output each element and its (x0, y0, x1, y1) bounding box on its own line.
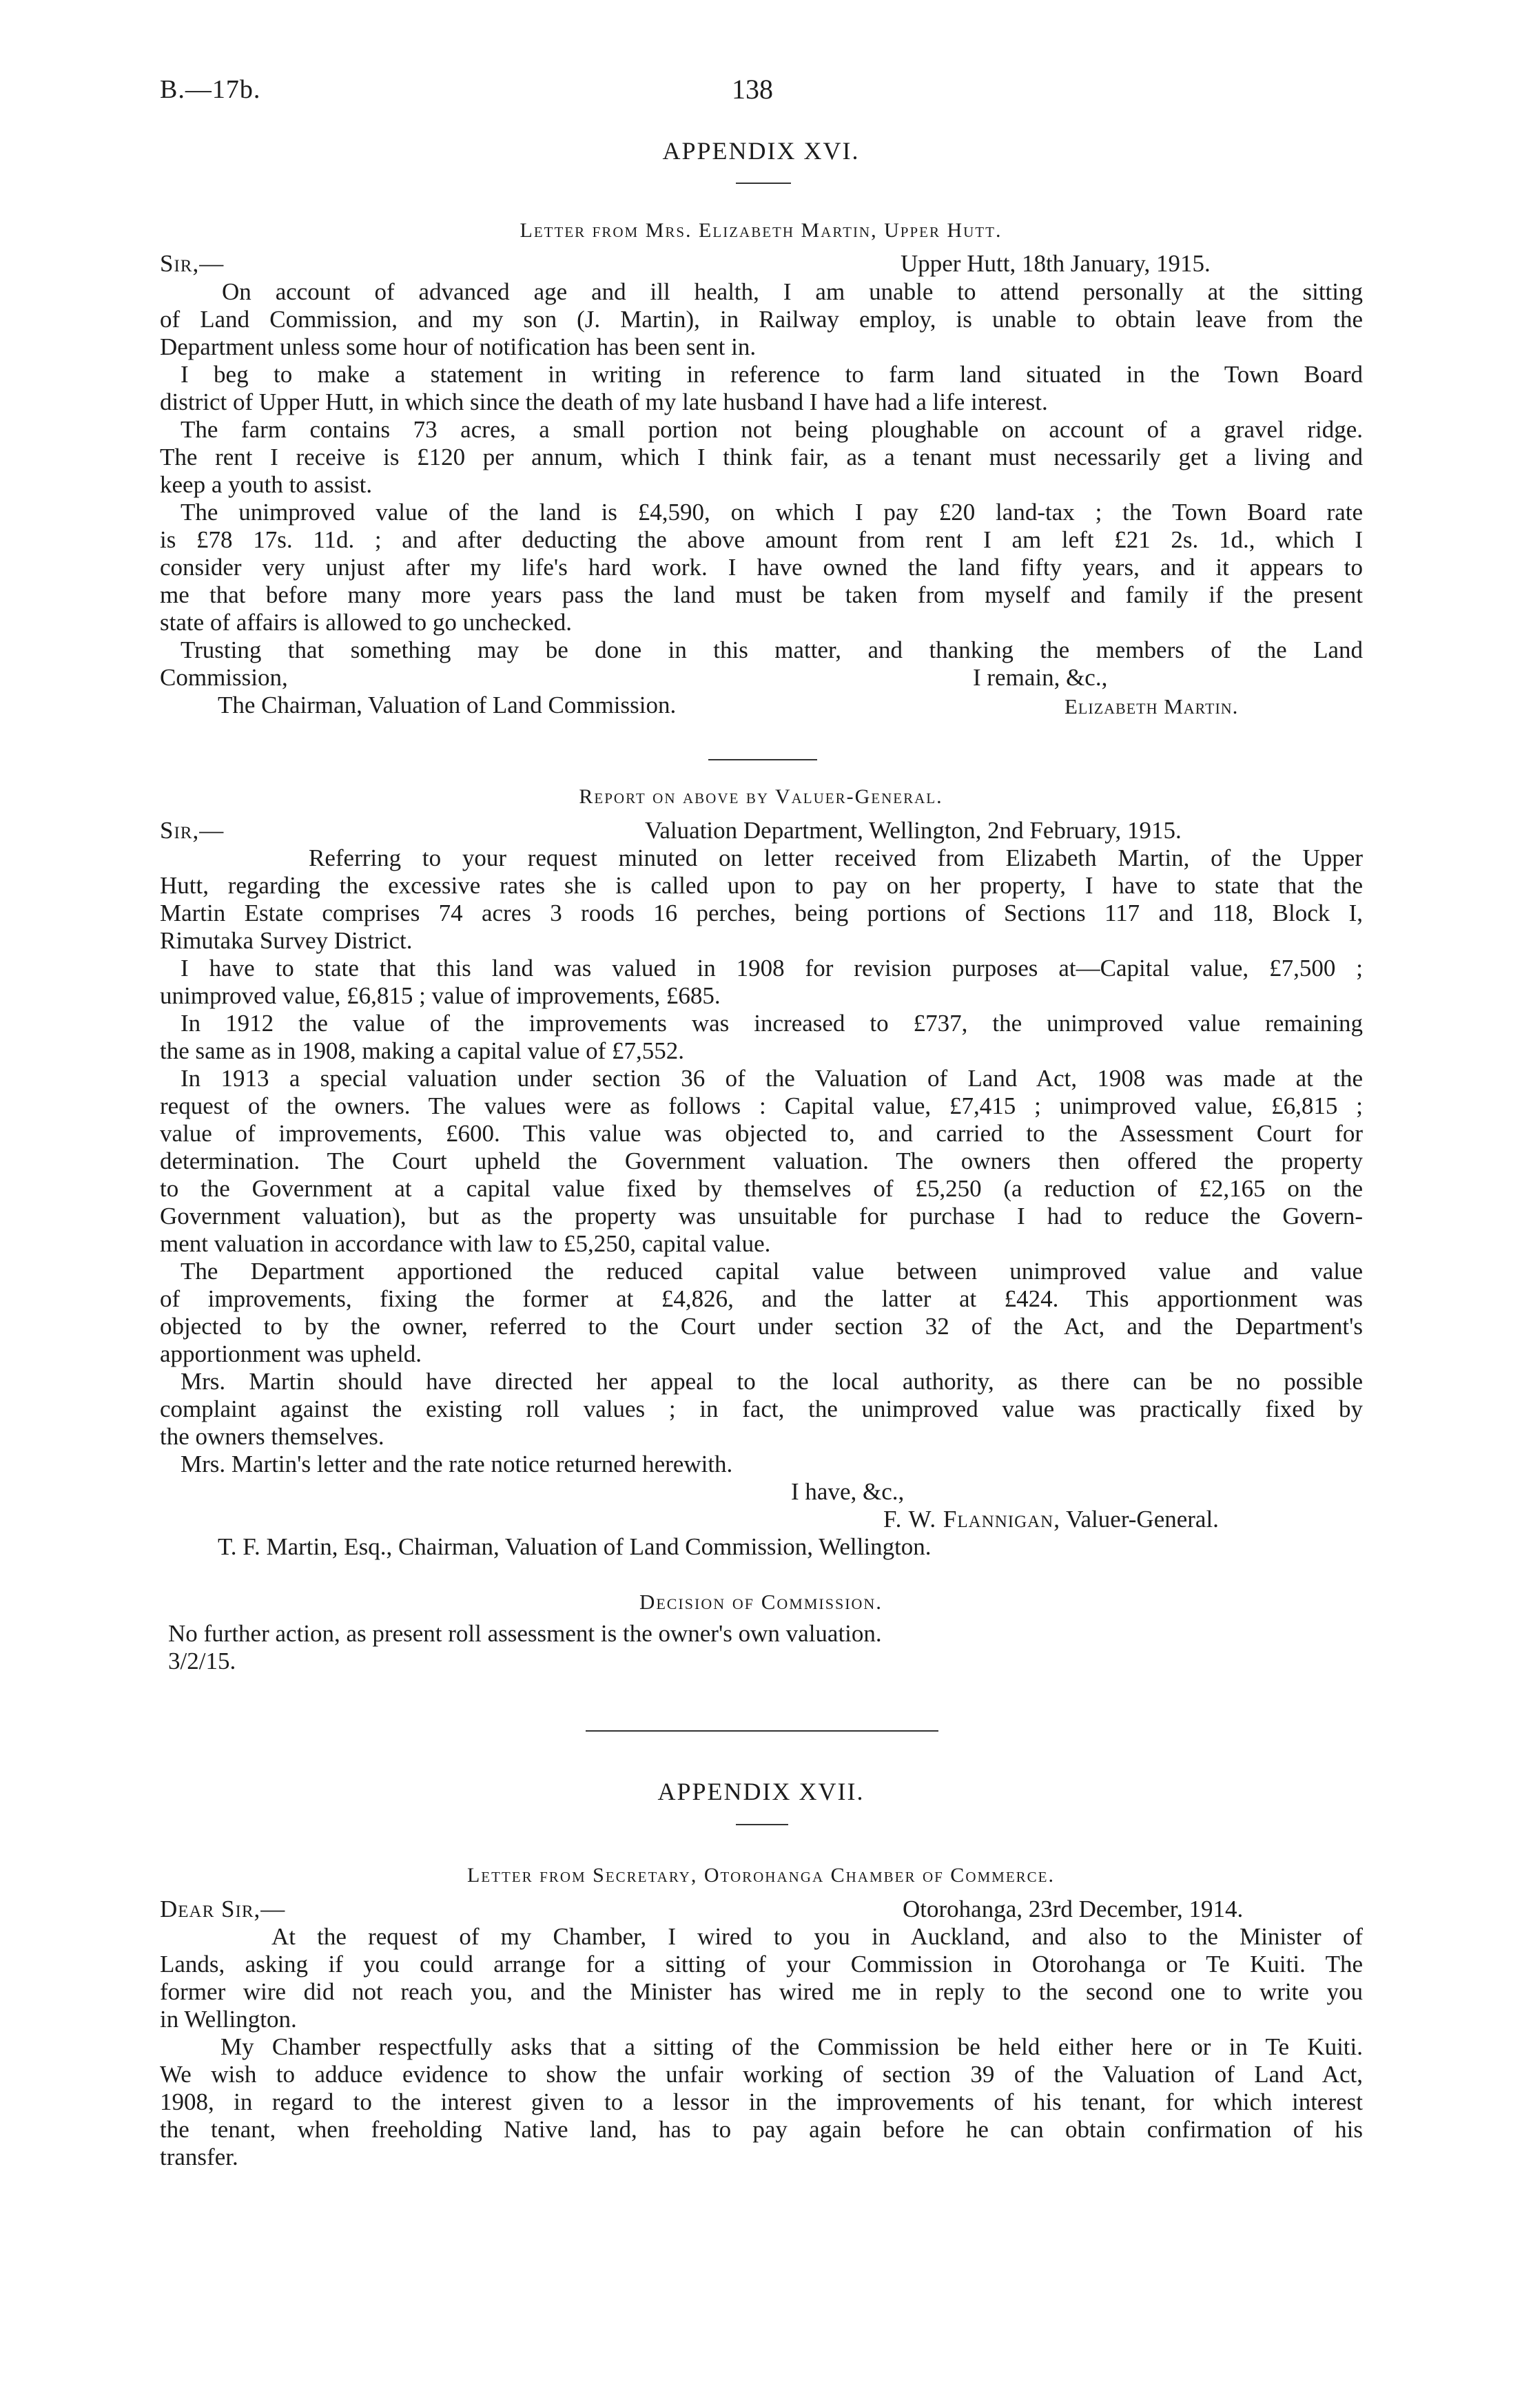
decision-date: 3/2/15. (168, 1648, 236, 1674)
letter-line: me that before many more years pass the land must be taken from myself and family if the present (160, 581, 1363, 608)
chamber-letter-line: in Wellington. (160, 2006, 297, 2033)
report-line: ment valuation in accordance with law to £5,250, capital value. (160, 1230, 771, 1257)
report-closing: I have, &c., (791, 1478, 905, 1505)
letter-line: The unimproved value of the land is £4,590, on which I pay £20 land-tax ; the Town Board rate (181, 499, 1363, 526)
chamber-letter-line: At the request of my Chamber, I wired to you in Auckland, and also to the Minister of (271, 1923, 1363, 1950)
report-line: In 1913 a special valuation under section 36 of the Valuation of Land Act, 1908 was made at the (181, 1065, 1363, 1092)
letter-line: Department unless some hour of notification has been sent in. (160, 333, 757, 360)
letter-date: Upper Hutt, 18th January, 1915. (901, 250, 1211, 277)
report-line: objected to by the owner, referred to the Court under section 32 of the Act, and the Department's (160, 1313, 1363, 1340)
document-reference: B.—17b. (160, 75, 261, 104)
report-signature (883, 1506, 1219, 1533)
letter-heading: Letter from Mrs. Elizabeth Martin, Upper Hutt. (520, 219, 1002, 242)
report-line: complaint against the existing roll values ; in fact, the unimproved value was practically fixed by (160, 1395, 1363, 1422)
report-line: to the Government at a capital value fixed by themselves of £5,250 (a reduction of £2,165 on the (160, 1175, 1363, 1202)
report-date: Valuation Department, Wellington, 2nd February, 1915. (645, 817, 1182, 844)
letter-line: is £78 17s. 11d. ; and after deducting the above amount from rent I am left £21 2s. 1d., which I (160, 526, 1363, 553)
report-line: the same as in 1908, making a capital value of £7,552. (160, 1037, 685, 1064)
letter-line: I beg to make a statement in writing in reference to farm land situated in the Town Board (181, 361, 1363, 388)
letter-closing-remark: I remain, &c., (973, 664, 1108, 691)
section-divider (708, 759, 817, 760)
chamber-letter-date: Otorohanga, 23rd December, 1914. (903, 1896, 1244, 1922)
letter-line: district of Upper Hutt, in which since the death of my late husband I have had a life interest. (160, 388, 1048, 415)
signature-title: Valuer-General. (1066, 1506, 1219, 1533)
report-line: I have to state that this land was valued in 1908 for revision purposes at—Capital value, £7,500 ; (181, 955, 1363, 982)
appendix-17-title: APPENDIX XVII. (657, 1778, 865, 1805)
short-divider (736, 1824, 788, 1825)
decision-text: No further action, as present roll assessment is the owner's own valuation. (168, 1620, 882, 1647)
report-line: Martin Estate comprises 74 acres 3 roods 16 perches, being portions of Sections 117 and 118, Block I, (160, 900, 1363, 926)
report-line: Government valuation), but as the property was unsuitable for purchase I had to reduce the Govern- (160, 1203, 1363, 1229)
report-line: unimproved value, £6,815 ; value of improvements, £685. (160, 982, 721, 1009)
report-line: The Department apportioned the reduced capital value between unimproved value and value (181, 1258, 1363, 1285)
report-line: Mrs. Martin's letter and the rate notice returned herewith. (181, 1451, 733, 1477)
chamber-letter-line: former wire did not reach you, and the Minister has wired me in reply to the second one to write you (160, 1978, 1363, 2005)
letter-line: The rent I receive is £120 per annum, which I think fair, as a tenant must necessarily get a living and (160, 444, 1363, 470)
report-line: Hutt, regarding the excessive rates she is called upon to pay on her property, I have to state that the (160, 872, 1363, 899)
report-line: apportionment was upheld. (160, 1340, 422, 1367)
letter-line: of Land Commission, and my son (J. Martin), in Railway employ, is unable to obtain leave from the (160, 306, 1363, 333)
chamber-letter-salutation: Dear Sir,— (160, 1896, 286, 1922)
report-line: Referring to your request minuted on letter received from Elizabeth Martin, of the Upper (309, 844, 1363, 871)
letter-closing: Commission, (160, 664, 288, 691)
report-line: Rimutaka Survey District. (160, 927, 413, 954)
chamber-letter-heading: Letter from Secretary, Otorohanga Chamber of Commerce. (466, 1864, 1055, 1887)
chamber-letter-line: 1908, in regard to the interest given to a lessor in the improvements of his tenant, for which interest (160, 2088, 1363, 2115)
letter-line: The farm contains 73 acres, a small portion not being ploughable on account of a gravel ridge. (181, 416, 1363, 443)
short-divider (736, 183, 791, 184)
letter-line: On account of advanced age and ill health, I am unable to attend personally at the sitting (222, 278, 1363, 305)
report-line: determination. The Court upheld the Government valuation. The owners then offered the property (160, 1148, 1363, 1174)
page-number: 138 (732, 74, 773, 105)
report-line: request of the owners. The values were as follows : Capital value, £7,415 ; unimproved value, £6,815 ; (160, 1092, 1363, 1119)
report-line: of improvements, fixing the former at £4,826, and the latter at £424. This apportionment was (160, 1285, 1363, 1312)
appendix-16-title: APPENDIX XVI. (662, 137, 860, 165)
report-line: the owners themselves. (160, 1423, 384, 1450)
letter-line: Trusting that something may be done in this matter, and thanking the members of the Land (181, 636, 1363, 663)
appendix-divider (586, 1730, 938, 1732)
report-line: In 1912 the value of the improvements was increased to £737, the unimproved value remaining (181, 1010, 1363, 1037)
report-line: value of improvements, £600. This value was objected to, and carried to the Assessment Court for (160, 1120, 1363, 1147)
letter-salutation: Sir,— (160, 250, 225, 277)
chamber-letter-line: the tenant, when freeholding Native land, has to pay again before he can obtain confirmation of his (160, 2116, 1363, 2143)
report-salutation: Sir,— (160, 817, 225, 844)
chamber-letter-line: My Chamber respectfully asks that a sitting of the Commission be held either here or in Te Kuiti. (220, 2033, 1363, 2060)
signature-name: F. W. Flannigan, (883, 1506, 1060, 1533)
letter-line: state of affairs is allowed to go unchecked. (160, 609, 573, 636)
letter-line: consider very unjust after my life's hard work. I have owned the land fifty years, and it appears to (160, 554, 1363, 581)
letter-addressee: The Chairman, Valuation of Land Commission. (218, 692, 677, 718)
report-line: Mrs. Martin should have directed her appeal to the local authority, as there can be no possible (181, 1368, 1363, 1395)
chamber-letter-line: We wish to adduce evidence to show the unfair working of section 39 of the Valuation of Land Act, (160, 2061, 1363, 2088)
report-heading: Report on above by Valuer-General. (579, 785, 943, 808)
letter-line: keep a youth to assist. (160, 471, 373, 498)
chamber-letter-line: Lands, asking if you could arrange for a sitting of your Commission in Otorohanga or Te Kuiti. The (160, 1951, 1363, 1978)
letter-signature: Elizabeth Martin. (1065, 694, 1239, 718)
report-addressee: T. F. Martin, Esq., Chairman, Valuation of Land Commission, Wellington. (218, 1533, 932, 1560)
decision-heading: Decision of Commission. (639, 1590, 883, 1614)
chamber-letter-line: transfer. (160, 2144, 238, 2170)
